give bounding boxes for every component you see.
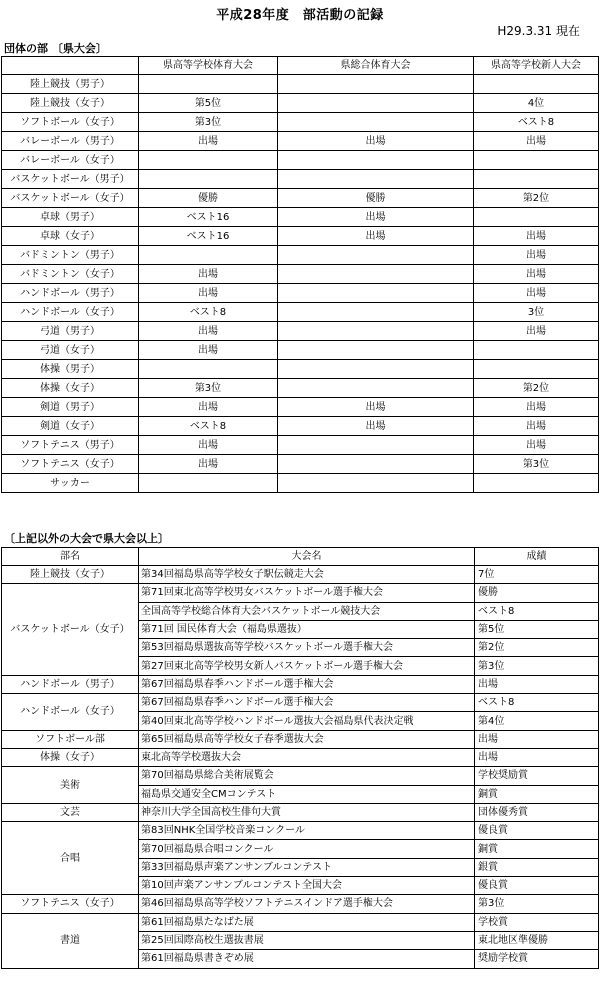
club-name-cell: 剣道（男子） — [2, 398, 139, 417]
result-cell — [278, 436, 474, 455]
result-cell: ベスト16 — [139, 227, 278, 246]
result-cell — [278, 246, 474, 265]
result-cell — [474, 208, 599, 227]
club-name-cell: バスケットボール（女子） — [2, 189, 139, 208]
event-name-cell: 第33回福島県声楽アンサンブルコンテスト — [139, 858, 475, 876]
other-section-label: 〔上記以外の大会で県大会以上〕 — [4, 532, 169, 545]
event-name-cell: 第71回 国民体育大会（福島県選抜） — [139, 620, 475, 638]
result-cell: 出場 — [474, 284, 599, 303]
result-cell: 出場 — [474, 417, 599, 436]
club-name-cell: 書道 — [2, 913, 139, 968]
column-header — [2, 57, 139, 75]
event-name-cell: 第61回福島県たなばた展 — [139, 913, 475, 931]
result-cell: ベスト8 — [139, 417, 278, 436]
table-row — [2, 767, 599, 785]
club-name-cell: ソフトテニス（女子） — [2, 455, 139, 474]
result-cell — [278, 170, 474, 189]
table-row — [2, 227, 599, 246]
result-cell: 第5位 — [139, 94, 278, 113]
result-cell: 出場 — [139, 398, 278, 417]
result-cell — [278, 113, 474, 132]
result-cell: 出場 — [139, 265, 278, 284]
result-cell — [278, 322, 474, 341]
table-row — [2, 189, 599, 208]
result-cell: ベスト8 — [475, 602, 599, 620]
result-cell: 出場 — [474, 132, 599, 151]
event-name-cell: 第70回福島県合唱コンクール — [139, 840, 475, 858]
result-cell — [139, 474, 278, 493]
table-header-row — [2, 548, 599, 566]
result-cell: 第3位 — [475, 657, 599, 675]
event-name-cell: 第34回福島県高等学校女子駅伝競走大会 — [139, 566, 475, 584]
club-name-cell: 体操（男子） — [2, 360, 139, 379]
result-cell: 第3位 — [139, 113, 278, 132]
table-row — [2, 455, 599, 474]
result-cell — [139, 75, 278, 94]
club-name-cell: ソフトボール部 — [2, 730, 139, 748]
table-row — [2, 566, 599, 584]
result-cell — [474, 341, 599, 360]
result-cell: 銅賞 — [475, 785, 599, 803]
result-cell — [278, 379, 474, 398]
result-cell: 第3位 — [474, 455, 599, 474]
table-row — [2, 436, 599, 455]
event-name-cell: 第67回福島県春季ハンドボール選手権大会 — [139, 694, 475, 712]
result-cell: 第2位 — [474, 189, 599, 208]
result-cell — [278, 303, 474, 322]
result-cell: 4位 — [474, 94, 599, 113]
table-row — [2, 730, 599, 748]
result-cell: 優勝 — [278, 189, 474, 208]
team-section-label: 団体の部 〔県大会〕 — [4, 42, 107, 55]
result-cell — [139, 170, 278, 189]
result-cell — [278, 341, 474, 360]
team-results-table — [1, 56, 599, 493]
event-name-cell: 第61回福島県書きぞめ展 — [139, 950, 475, 968]
event-name-cell: 第10回声楽アンサンブルコンテスト全国大会 — [139, 877, 475, 895]
club-name-cell: 体操（女子） — [2, 748, 139, 766]
column-header: 大会名 — [139, 548, 475, 566]
result-cell: 出場 — [278, 132, 474, 151]
table-row — [2, 822, 599, 840]
result-cell: 第2位 — [475, 639, 599, 657]
club-name-cell: 剣道（女子） — [2, 417, 139, 436]
result-cell: 出場 — [139, 284, 278, 303]
club-name-cell: 美術 — [2, 767, 139, 804]
event-name-cell: 第25回国際高校生選抜書展 — [139, 931, 475, 949]
result-cell: ベスト16 — [139, 208, 278, 227]
club-name-cell: ハンドボール（男子） — [2, 284, 139, 303]
result-cell — [278, 265, 474, 284]
result-cell: 出場 — [139, 132, 278, 151]
table-row — [2, 151, 599, 170]
table-row — [2, 895, 599, 913]
event-name-cell: 第70回福島県総合美術展覧会 — [139, 767, 475, 785]
result-cell: 出場 — [139, 341, 278, 360]
club-name-cell: 陸上競技（女子） — [2, 566, 139, 584]
event-name-cell: 第53回福島県選抜高等学校バスケットボール選手権大会 — [139, 639, 475, 657]
club-name-cell: 卓球（女子） — [2, 227, 139, 246]
club-name-cell: 合唱 — [2, 822, 139, 895]
result-cell — [278, 474, 474, 493]
table-row — [2, 803, 599, 821]
table-row — [2, 113, 599, 132]
table-row — [2, 398, 599, 417]
table-row — [2, 694, 599, 712]
table-row — [2, 265, 599, 284]
club-name-cell: バレーボール（女子） — [2, 151, 139, 170]
result-cell: ベスト8 — [474, 113, 599, 132]
table-row — [2, 341, 599, 360]
result-cell — [278, 284, 474, 303]
column-header: 県高等学校新人大会 — [474, 57, 599, 75]
column-header: 県総合体育大会 — [278, 57, 474, 75]
club-name-cell: ハンドボール（女子） — [2, 694, 139, 731]
event-name-cell: 第83回NHK全国学校音楽コンクール — [139, 822, 475, 840]
result-cell: 第4位 — [475, 712, 599, 730]
page-title: 平成28年度 部活動の記録 — [216, 8, 384, 23]
club-name-cell: 陸上競技（男子） — [2, 75, 139, 94]
result-cell: 銅賞 — [475, 840, 599, 858]
table-row — [2, 675, 599, 693]
result-cell: 出場 — [475, 730, 599, 748]
table-row — [2, 417, 599, 436]
event-name-cell: 第27回東北高等学校男女新人バスケットボール選手権大会 — [139, 657, 475, 675]
result-cell: 出場 — [278, 398, 474, 417]
column-header: 成績 — [475, 548, 599, 566]
result-cell: 第2位 — [474, 379, 599, 398]
result-cell: 銀賞 — [475, 858, 599, 876]
result-cell: ベスト8 — [139, 303, 278, 322]
table-header-row — [2, 57, 599, 75]
result-cell: 出場 — [474, 246, 599, 265]
result-cell — [139, 246, 278, 265]
result-cell: 7位 — [475, 566, 599, 584]
other-results-table — [1, 547, 599, 969]
result-cell — [474, 151, 599, 170]
result-cell — [474, 360, 599, 379]
club-name-cell: 弓道（女子） — [2, 341, 139, 360]
club-name-cell: バスケットボール（男子） — [2, 170, 139, 189]
event-name-cell: 福島県交通安全CMコンテスト — [139, 785, 475, 803]
table-row — [2, 170, 599, 189]
result-cell: 優良賞 — [475, 877, 599, 895]
result-cell: 学校奨励賞 — [475, 767, 599, 785]
club-name-cell: 卓球（男子） — [2, 208, 139, 227]
result-cell: 出場 — [139, 455, 278, 474]
event-name-cell: 第67回福島県春季ハンドボール選手権大会 — [139, 675, 475, 693]
event-name-cell: 神奈川大学全国高校生俳句大賞 — [139, 803, 475, 821]
table-row — [2, 379, 599, 398]
result-cell: 出場 — [278, 417, 474, 436]
table-row — [2, 303, 599, 322]
result-cell: 学校賞 — [475, 913, 599, 931]
event-name-cell: 第71回東北高等学校男女バスケットボール選手権大会 — [139, 584, 475, 602]
event-name-cell: 第40回東北高等学校ハンドボール選抜大会福島県代表決定戦 — [139, 712, 475, 730]
result-cell — [474, 170, 599, 189]
result-cell: 3位 — [474, 303, 599, 322]
result-cell: 第5位 — [475, 620, 599, 638]
result-cell: 出場 — [474, 436, 599, 455]
column-header: 部名 — [2, 548, 139, 566]
as-of-date: H29.3.31 現在 — [497, 24, 580, 38]
table-row — [2, 208, 599, 227]
result-cell — [474, 75, 599, 94]
result-cell: 優勝 — [475, 584, 599, 602]
club-name-cell: バスケットボール（女子） — [2, 584, 139, 675]
club-name-cell: ソフトテニス（男子） — [2, 436, 139, 455]
result-cell: 出場 — [278, 208, 474, 227]
event-name-cell: 全国高等学校総合体育大会バスケットボール競技大会 — [139, 602, 475, 620]
result-cell — [278, 94, 474, 113]
club-name-cell: バドミントン（女子） — [2, 265, 139, 284]
result-cell — [139, 360, 278, 379]
table-row — [2, 474, 599, 493]
club-name-cell: サッカー — [2, 474, 139, 493]
result-cell: 東北地区準優勝 — [475, 931, 599, 949]
club-name-cell: 文芸 — [2, 803, 139, 821]
club-name-cell: ソフトテニス（女子） — [2, 895, 139, 913]
result-cell: 出場 — [475, 748, 599, 766]
club-name-cell: バドミントン（男子） — [2, 246, 139, 265]
club-name-cell: ハンドボール（男子） — [2, 675, 139, 693]
result-cell: 出場 — [139, 322, 278, 341]
table-row — [2, 94, 599, 113]
club-name-cell: ソフトボール（女子） — [2, 113, 139, 132]
result-cell: 出場 — [139, 436, 278, 455]
table-row — [2, 322, 599, 341]
column-header: 県高等学校体育大会 — [139, 57, 278, 75]
result-cell: 出場 — [474, 322, 599, 341]
club-name-cell: ハンドボール（女子） — [2, 303, 139, 322]
result-cell: 奨励学校賞 — [475, 950, 599, 968]
result-cell — [278, 455, 474, 474]
table-row — [2, 584, 599, 602]
result-cell — [139, 151, 278, 170]
table-row — [2, 360, 599, 379]
table-row — [2, 913, 599, 931]
result-cell — [474, 474, 599, 493]
result-cell: 出場 — [475, 675, 599, 693]
result-cell: 団体優秀賞 — [475, 803, 599, 821]
table-row — [2, 748, 599, 766]
result-cell: 優勝 — [139, 189, 278, 208]
result-cell: 出場 — [474, 398, 599, 417]
event-name-cell: 第46回福島県高等学校ソフトテニスインドア選手権大会 — [139, 895, 475, 913]
table-row — [2, 132, 599, 151]
event-name-cell: 東北高等学校選抜大会 — [139, 748, 475, 766]
result-cell: 第3位 — [139, 379, 278, 398]
result-cell — [278, 75, 474, 94]
club-name-cell: 陸上競技（女子） — [2, 94, 139, 113]
result-cell: 第3位 — [475, 895, 599, 913]
result-cell — [278, 360, 474, 379]
result-cell: 出場 — [278, 227, 474, 246]
club-name-cell: 体操（女子） — [2, 379, 139, 398]
result-cell: ベスト8 — [475, 694, 599, 712]
event-name-cell: 第65回福島県高等学校女子春季選抜大会 — [139, 730, 475, 748]
result-cell — [278, 151, 474, 170]
table-row — [2, 284, 599, 303]
club-name-cell: 弓道（男子） — [2, 322, 139, 341]
table-row — [2, 75, 599, 94]
result-cell: 出場 — [474, 227, 599, 246]
table-row — [2, 246, 599, 265]
result-cell: 優良賞 — [475, 822, 599, 840]
result-cell: 出場 — [474, 265, 599, 284]
club-name-cell: バレーボール（男子） — [2, 132, 139, 151]
